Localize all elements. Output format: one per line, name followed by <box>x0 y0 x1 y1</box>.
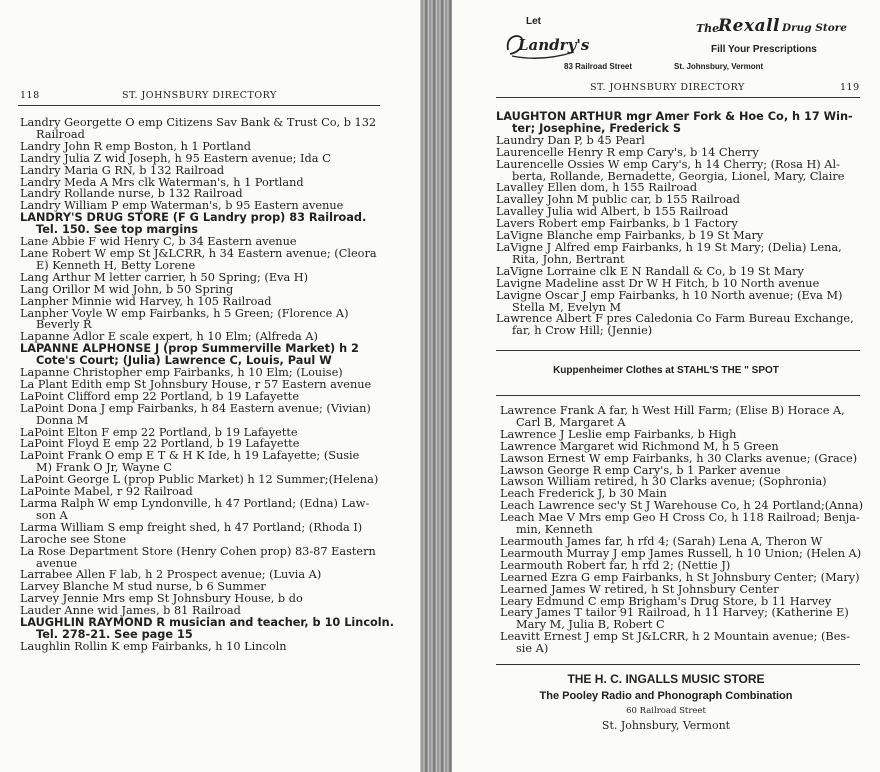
entry-continuation: M) Frank O Jr, Wayne C <box>36 461 172 475</box>
ad-the-text: The <box>696 22 720 35</box>
entry-line: LaVigne Blanche emp Fairbanks, b 19 St Mary <box>496 229 764 243</box>
entry-line: Lawrence Margaret wid Richmond M, h 5 Green <box>500 439 779 453</box>
entry-continuation: Mary M, Julia B, Robert C <box>516 618 665 632</box>
entry-line: Lawson Ernest W emp Fairbanks, h 30 Clarks avenue; (Grace) <box>500 451 858 465</box>
logo-text: Landry's <box>518 36 590 54</box>
entry-continuation: E) Kenneth H, Betty Lorene <box>36 258 196 272</box>
directory-entry <box>496 290 876 314</box>
directory-entry-bold <box>496 111 876 135</box>
ingalls-tagline: The Pooley Radio and Phonograph Combination <box>539 690 793 702</box>
entry-line: Landry John R emp Boston, h 1 Portland <box>20 139 251 153</box>
entry-line: Lawrence J Leslie emp Fairbanks, b High <box>500 427 737 441</box>
entry-line: Laurencelle Henry R emp Cary's, b 14 Cherry <box>496 145 759 159</box>
landrys-logo <box>504 28 590 62</box>
entry-line: Larma William S emp freight shed, h 47 Portland; (Rhoda I) <box>20 520 363 534</box>
entry-line: Lang Arthur M letter carrier, h 50 Spring; (Eva H) <box>20 270 309 284</box>
ingalls-advertisement <box>452 670 880 732</box>
header-rule-right <box>496 97 860 98</box>
entry-continuation: Carl B, Margaret A <box>516 415 626 429</box>
rexall-brand: Rexall <box>718 16 781 36</box>
directory-entry <box>500 631 880 655</box>
ad-rule-bottom-ad <box>496 664 860 665</box>
entry-line: Leary Edmund C emp Brigham's Drug Store, b 11 Harvey <box>500 594 832 608</box>
top-advertisement <box>496 14 876 76</box>
ingalls-address: 60 Railroad Street <box>626 706 706 716</box>
entry-line: Larrabee Allen F lab, h 2 Prospect avenue; (Luvia A) <box>20 568 322 582</box>
book-gutter <box>420 0 452 772</box>
entry-line: Laroche see Stone <box>20 532 127 546</box>
directory-entry <box>496 242 876 266</box>
directory-entry <box>20 498 415 522</box>
entry-line: Lang Orillor M wid John, b 50 Spring <box>20 282 234 296</box>
entry-continuation: Railroad <box>36 127 85 141</box>
entry-line: Lawson George R emp Cary's, b 1 Parker avenue <box>500 463 781 477</box>
right-entry-list-b <box>500 405 880 655</box>
entry-line: La Plant Edith emp St Johnsbury House, r 57 Eastern avenue <box>20 377 372 391</box>
entry-line: Landry William P emp Waterman's, b 95 Eastern avenue <box>20 199 344 213</box>
ad-slogan: Fill Your Prescriptions <box>711 44 817 55</box>
entry-continuation: Tel. 150. See top margins <box>36 223 199 237</box>
directory-entry-bold <box>20 343 415 367</box>
entry-line: LANDRY'S DRUG STORE (F G Landry prop) 83 Railroad. <box>20 211 367 225</box>
directory-entry <box>496 159 876 183</box>
directory-entry <box>20 117 415 141</box>
stahls-advertisement: Kuppenheimer Clothes at STAHL'S THE " SPOT <box>553 365 779 376</box>
entry-continuation: Donna M <box>36 413 89 427</box>
directory-entry <box>20 450 415 474</box>
entry-line: Lane Robert W emp St J&LCRR, h 34 Eastern avenue; (Cleora <box>20 246 377 260</box>
entry-line: Lawrence Albert F pres Caledonia Co Farm Bureau Exchange, <box>496 312 854 326</box>
directory-entry <box>500 607 880 631</box>
entry-line: Lapanne Christopher emp Fairbanks, h 10 Elm; (Louise) <box>20 366 343 380</box>
entry-line: LaPoint Clifford emp 22 Portland, b 19 Lafayette <box>20 389 300 403</box>
entry-line: Learmouth James far, h rfd 4; (Sarah) Lena A, Theron W <box>500 534 823 548</box>
directory-entry <box>20 641 415 653</box>
entry-continuation: Stella M, Evelyn M <box>512 300 622 314</box>
ingalls-title: THE H. C. INGALLS MUSIC STORE <box>567 672 765 686</box>
entry-line: Lauder Anne wid James, b 81 Railroad <box>20 604 241 618</box>
ad-drug-store-text: Drug Store <box>782 22 847 34</box>
entry-line: Landry Rollande nurse, b 132 Railroad <box>20 187 243 201</box>
directory-entry <box>20 403 415 427</box>
ad-address: 83 Railroad Street <box>564 62 633 71</box>
entry-line: LAPANNE ALPHONSE J (prop Summerville Market) h 2 <box>20 342 359 356</box>
entry-line: LaPoint Floyd E emp 22 Portland, b 19 Lafayette <box>20 437 300 451</box>
entry-line: Larvey Blanche M stud nurse, b 6 Summer <box>20 580 266 594</box>
entry-line: La Rose Department Store (Henry Cohen prop) 83-87 Eastern <box>20 544 376 558</box>
entry-line: Lawson William retired, h 30 Clarks avenue; (Sophronia) <box>500 475 827 489</box>
right-page <box>452 0 880 772</box>
entry-line: Lavalley Julia wid Albert, b 155 Railroad <box>496 205 729 219</box>
running-header-left: ST. JOHNSBURY DIRECTORY <box>122 90 277 101</box>
entry-line: Lavalley Ellen dom, h 155 Railroad <box>496 181 698 195</box>
entry-continuation: son A <box>36 508 68 522</box>
entry-line: Lane Abbie F wid Henry C, b 34 Eastern avenue <box>20 235 297 249</box>
entry-line: LaPoint Elton F emp 22 Portland, b 19 Lafayette <box>20 425 298 439</box>
entry-continuation: Rita, John, Bertrant <box>512 252 625 266</box>
entry-line: Lanpher Minnie wid Harvey, h 105 Railroad <box>20 294 272 308</box>
directory-entry <box>20 248 415 272</box>
entry-continuation: Cote's Court; (Julia) Lawrence C, Louis, Paul W <box>36 354 332 368</box>
entry-continuation: Tel. 278-21. See page 15 <box>36 627 193 641</box>
entry-continuation: avenue <box>36 556 78 570</box>
entry-line: Lapanne Adlor E scale expert, h 10 Elm; (Alfreda A) <box>20 330 318 344</box>
entry-line: Learned James W retired, h St Johnsbury Center <box>500 582 779 596</box>
entry-line: Leary James T tailor 91 Railroad, h 11 Harvey; (Katherine E) <box>500 606 849 620</box>
page-number-right: 119 <box>840 82 860 93</box>
entry-line: Learned Ezra G emp Fairbanks, h St Johnsbury Center; (Mary) <box>500 570 860 584</box>
running-header-right: ST. JOHNSBURY DIRECTORY <box>590 82 745 93</box>
directory-entry-bold <box>20 617 415 641</box>
entry-line: LaPointe Mabel, r 92 Railroad <box>20 485 193 499</box>
entry-line: Leavitt Ernest J emp St J&LCRR, h 2 Mountain avenue; (Bes- <box>500 630 851 644</box>
entry-line: Laundry Dan P, b 45 Pearl <box>496 133 645 147</box>
ad-city: St. Johnsbury, Vermont <box>674 62 764 71</box>
right-entry-list-a <box>496 111 876 337</box>
left-entry-list <box>20 117 415 653</box>
entry-line: LAUGHTON ARTHUR mgr Amer Fork & Hoe Co, h 17 Win- <box>496 110 853 123</box>
entry-line: LaPoint George L (prop Public Market) h 12 Summer;(Helena) <box>20 473 379 487</box>
entry-line: Larma Ralph W emp Lyndonville, h 47 Portland; (Edna) Law- <box>20 497 370 510</box>
entry-line: LaPoint Frank O emp E T & H K Ide, h 19 Lafayette; (Susie <box>20 449 360 463</box>
left-page <box>0 0 420 772</box>
page-number-left: 118 <box>20 90 40 101</box>
entry-line: LaVigne Lorraine clk E N Randall & Co, b 19 St Mary <box>496 264 804 278</box>
directory-entry <box>20 546 415 570</box>
entry-continuation: min, Kenneth <box>516 523 593 537</box>
entry-line: Lavigne Oscar J emp Fairbanks, h 10 North avenue; (Eva M) <box>496 288 843 302</box>
entry-line: Laurencelle Ossies W emp Cary's, h 14 Cherry; (Rosa H) Al- <box>496 157 840 171</box>
directory-entry <box>496 313 876 337</box>
entry-line: Leach Lawrence sec'y St J Warehouse Co, h 24 Portland;(Anna) <box>500 499 864 513</box>
entry-continuation: ter; Josephine, Frederick S <box>512 121 682 135</box>
entry-continuation: far, h Crow Hill; (Jennie) <box>512 324 653 338</box>
directory-entry-bold <box>20 212 415 236</box>
ad-rule-bottom <box>496 395 860 396</box>
entry-line: Lanpher Voyle W emp Fairbanks, h 5 Green; (Florence A) <box>20 306 349 320</box>
entry-continuation: sie A) <box>516 642 549 656</box>
entry-line: Landry Georgette O emp Citizens Sav Bank & Trust Co, b 132 <box>20 116 377 129</box>
entry-line: Leach Mae V Mrs emp Geo H Cross Co, h 118 Railroad; Benja- <box>500 511 860 525</box>
entry-line: Learmouth Robert far, h rfd 2; (Nettie J) <box>500 558 731 572</box>
entry-line: Lavers Robert emp Fairbanks, b 1 Factory <box>496 217 738 231</box>
entry-line: Larvey Jennie Mrs emp St Johnsbury House, b do <box>20 592 303 606</box>
entry-continuation: berta, Rollande, Bernadette, Georgia, Lionel, Mary, Claire <box>512 169 845 183</box>
entry-continuation: Beverly R <box>36 318 92 332</box>
entry-line: Landry Julia Z wid Joseph, h 95 Eastern avenue; Ida C <box>20 151 331 165</box>
ad-let-text: Let <box>526 16 541 27</box>
directory-entry <box>500 405 880 429</box>
entry-line: LaPoint Dona J emp Fairbanks, h 84 Eastern avenue; (Vivian) <box>20 401 371 415</box>
entry-line: Landry Meda A Mrs clk Waterman's, h 1 Portland <box>20 175 304 189</box>
directory-entry <box>20 308 415 332</box>
ingalls-city: St. Johnsbury, Vermont <box>601 719 731 732</box>
entry-line: LAUGHLIN RAYMOND R musician and teacher, b 10 Lincoln. <box>20 616 394 630</box>
entry-line: Lawrence Frank A far, h West Hill Farm; (Elise B) Horace A, <box>500 404 845 417</box>
entry-line: Landry Maria G RN, b 132 Railroad <box>20 163 225 177</box>
entry-line: Lavigne Madeline asst Dr W H Fitch, b 10 North avenue <box>496 276 820 290</box>
entry-line: Learmouth Murray J emp James Russell, h 10 Union; (Helen A) <box>500 546 862 560</box>
header-rule-left <box>18 105 380 106</box>
directory-entry <box>500 512 880 536</box>
entry-line: Laughlin Rollin K emp Fairbanks, h 10 Lincoln <box>20 639 287 653</box>
entry-line: Leach Frederick J, b 30 Main <box>500 487 667 501</box>
entry-line: Lavalley John M public car, b 155 Railroad <box>496 193 741 207</box>
ad-rule-top <box>496 350 860 351</box>
entry-line: LaVigne J Alfred emp Fairbanks, h 19 St Mary; (Delia) Lena, <box>496 240 842 254</box>
